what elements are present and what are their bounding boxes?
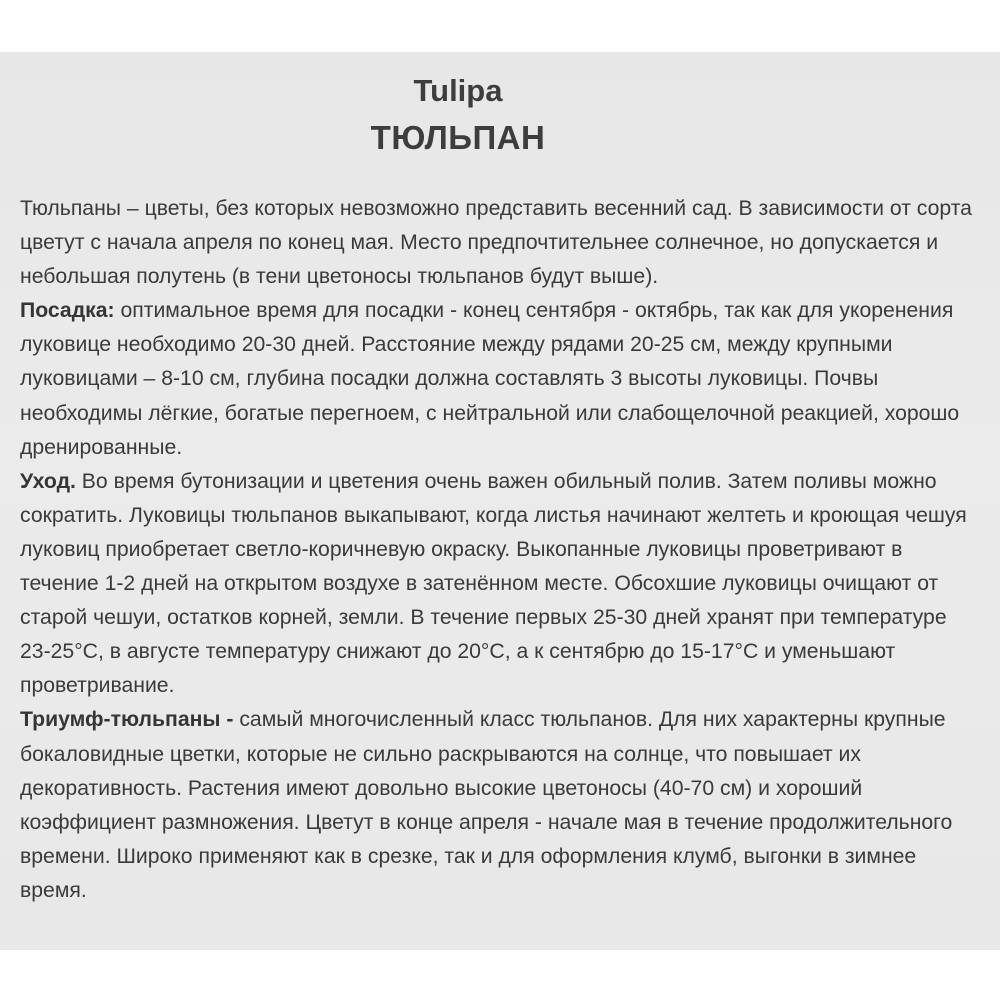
care-heading: Уход. [20, 469, 76, 493]
care-paragraph [20, 465, 980, 704]
label-sheet [0, 52, 1000, 950]
planting-heading: Посадка: [20, 299, 115, 323]
russian-title: ТЮЛЬПАН [370, 119, 546, 156]
description-text [20, 192, 980, 908]
care-text: Во время бутонизации и цветения очень важен обильный полив. Затем поливы можно сократить. Луковицы тюльпанов выкапывают, когда листья начинают желтеть и кроющая чешуя луковиц приобретает светло-коричневую окраску. Выкопанные луковицы проветривают в течение 1-2 дней на открытом воздухе в затенённом месте. Обсохшие луковицы очищают от старой чешуи, остатков корней, земли. В течение первых 25-30 дней хранят при температуре 23-25°С, в августе температуру снижают до 20°С, а к сентябрю до 15-17°С и уменьшают проветривание. [20, 469, 967, 698]
planting-paragraph [20, 294, 980, 464]
intro-text: Тюльпаны – цветы, без которых невозможно представить весенний сад. В зависимости от сорта цветут с начала апреля по конец мая. Место предпочтительнее солнечное, но допускается и небольшая полутень (в тени цветоносы тюльпанов будут выше). [20, 197, 972, 289]
latin-title: Tulipa [413, 73, 503, 108]
triumph-text: самый многочисленный класс тюльпанов. Для них характерны крупные бокаловидные цветки, которые не сильно раскрываются на солнце, что повышает их декоративность. Растения имеют довольно высокие цветоносы (40-70 см) и хороший коэффициент размножения. Цветут в конце апреля - начале мая в течение продолжительного времени. Широко применяют как в срезке, так и для оформления клумб, выгонки в зимнее время. [20, 708, 953, 902]
planting-text: оптимальное время для посадки - конец сентября - октябрь, так как для укоренения луковице необходимо 20-30 дней. Расстояние между рядами 20-25 см, между крупными луковицами – 8-10 см, глубина посадки должна составлять 3 высоты луковицы. Почвы необходимы лёгкие, богатые перегноем, с нейтральной или слабощелочной реакцией, хорошо дренированные. [20, 299, 960, 459]
triumph-heading: Триумф-тюльпаны - [20, 708, 234, 732]
intro-paragraph [20, 192, 980, 294]
triumph-paragraph [20, 703, 980, 908]
